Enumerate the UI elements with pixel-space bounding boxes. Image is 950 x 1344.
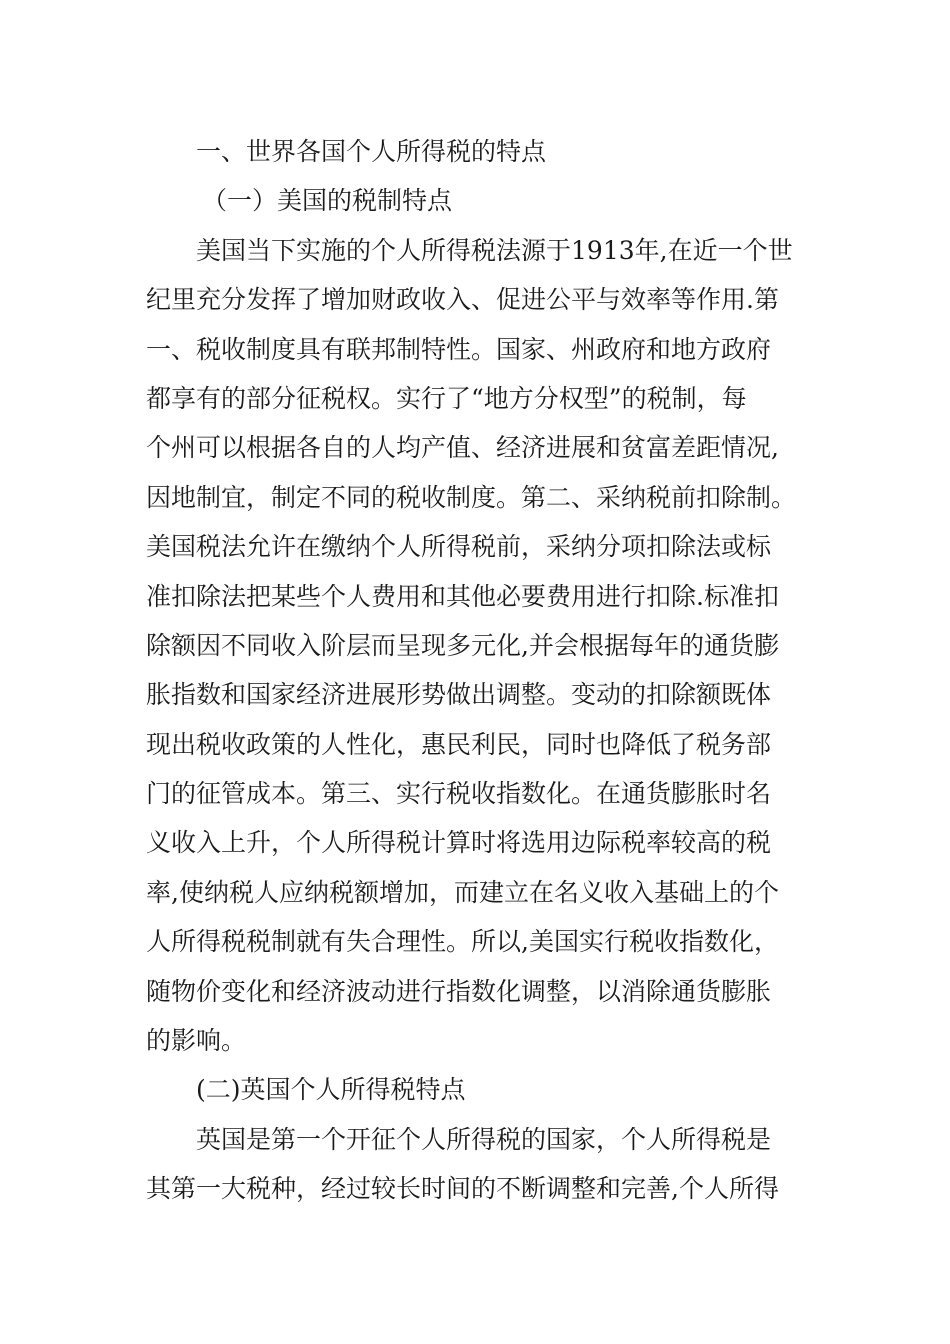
paragraph-line: 率,使纳税人应纳税额增加，而建立在名义收入基础上的个: [146, 877, 779, 907]
subsection-heading-uk: (二)英国个人所得税特点: [196, 1075, 466, 1105]
paragraph-line: 人所得税税制就有失合理性。所以,美国实行税收指数化，: [146, 927, 779, 957]
paragraph-line: 一、税收制度具有联邦制特性。国家、州政府和地方政府: [146, 334, 772, 364]
paragraph-line: 现出税收政策的人性化，惠民利民，同时也降低了税务部: [146, 729, 772, 759]
paragraph-line: 胀指数和国家经济进展形势做出调整。变动的扣除额既体: [146, 680, 772, 710]
paragraph-line: 美国当下实施的个人所得税法源于1913年,在近一个世: [196, 235, 793, 265]
paragraph-line: 个州可以根据各自的人均产值、经济进展和贫富差距情况,: [146, 433, 779, 463]
paragraph-line: 门的征管成本。第三、实行税收指数化。在通货膨胀时名: [146, 779, 772, 809]
paragraph-line: 英国是第一个开征个人所得税的国家，个人所得税是: [196, 1124, 772, 1154]
paragraph-line: 美国税法允许在缴纳个人所得税前，采纳分项扣除法或标: [146, 532, 772, 562]
paragraph-line: 纪里充分发挥了增加财政收入、促进公平与效率等作用.第: [146, 285, 779, 315]
paragraph-line: 都享有的部分征税权。实行了“地方分权型”的税制，每: [146, 383, 747, 413]
subsection-heading-us: （一）美国的税制特点: [202, 186, 453, 216]
document-body: [146, 127, 806, 1214]
paragraph-line: 准扣除法把某些个人费用和其他必要费用进行扣除.标准扣: [146, 581, 779, 611]
paragraph-us: [146, 226, 806, 1066]
paragraph-line: 因地制宜，制定不同的税收制度。第二、采纳税前扣除制。: [146, 482, 797, 512]
paragraph-line: 的影响。: [146, 1026, 247, 1056]
paragraph-line: 其第一大税种，经过较长时间的不断调整和完善,个人所得: [146, 1174, 779, 1204]
section-heading: 一、世界各国个人所得税的特点: [196, 137, 547, 166]
paragraph-line: 除额因不同收入阶层而呈现多元化,并会根据每年的通货膨: [146, 630, 779, 660]
paragraph-uk: [146, 1115, 806, 1214]
paragraph-line: 随物价变化和经济波动进行指数化调整，以消除通货膨胀: [146, 976, 772, 1006]
paragraph-line: 义收入上升，个人所得税计算时将选用边际税率较高的税: [146, 828, 772, 858]
